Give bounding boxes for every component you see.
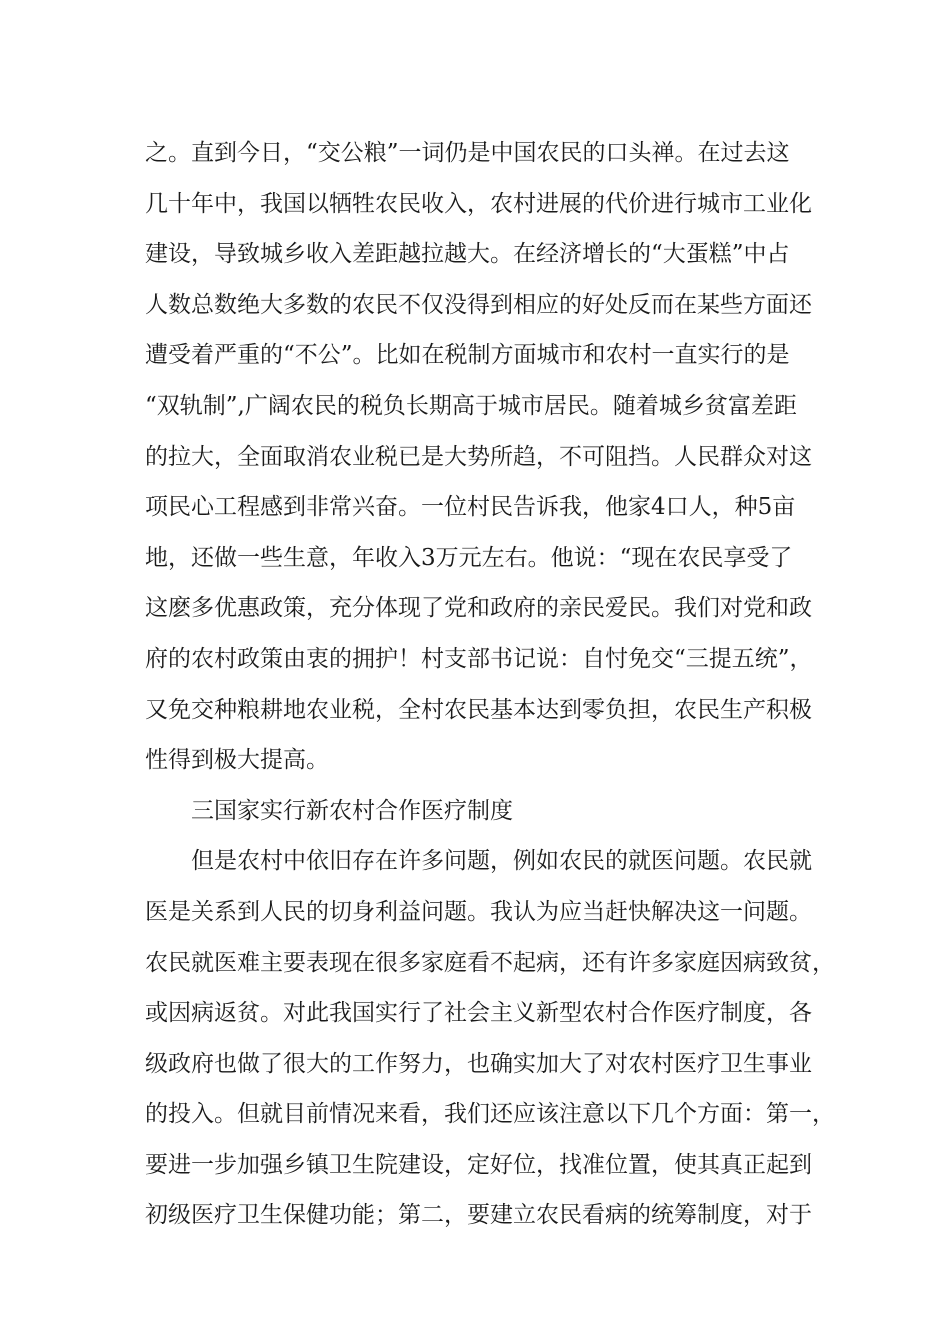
text-line: 要进一步加强乡镇卫生院建设，定好位，找准位置，使其真正起到	[145, 1151, 812, 1178]
text-line: “双轨制”,广阔农民的税负长期高于城市居民。随着城乡贫富差距	[145, 392, 797, 419]
text-line: 初级医疗卫生保健功能；第二，要建立农民看病的统筹制度，对于	[145, 1202, 812, 1229]
text-line: 府的农村政策由衷的拥护！村支部书记说：自忖免交“三提五统”，	[145, 645, 813, 672]
text-line: 农民就医难主要表现在很多家庭看不起病，还有许多家庭因病致贫，	[145, 949, 835, 976]
text-line: 又免交种粮耕地农业税，全村农民基本达到零负担，农民生产积极	[145, 696, 812, 723]
text-line: 遭受着严重的“不公”。比如在税制方面城市和农村一直实行的是	[145, 342, 790, 369]
text-line: 建设，导致城乡收入差距越拉越大。在经济增长的“大蛋糕”中占	[145, 241, 790, 268]
text-line: 项民心工程感到非常兴奋。一位村民告诉我，他家4口人，种5亩	[145, 494, 796, 521]
text-line: 之。直到今日，“交公粮”一词仍是中国农民的口头禅。在过去这	[145, 140, 790, 166]
text-line: 几十年中，我国以牺牲农民收入，农村进展的代价进行城市工业化	[145, 190, 812, 217]
document-body	[145, 128, 835, 1241]
text-line: 或因病返贫。对此我国实行了社会主义新型农村合作医疗制度，各	[145, 1000, 812, 1027]
text-line: 医是关系到人民的切身利益问题。我认为应当赶快解决这一问题。	[145, 898, 812, 925]
paragraph-2	[145, 836, 835, 1241]
text-line: 的投入。但就目前情况来看，我们还应该注意以下几个方面：第一，	[145, 1101, 835, 1128]
paragraph-1	[145, 128, 835, 786]
text-line: 的拉大，全面取消农业税已是大势所趋，不可阻挡。人民群众对这	[145, 443, 812, 470]
section-heading: 三国家实行新农村合作医疗制度	[191, 797, 513, 824]
text-line: 但是农村中依旧存在许多问题，例如农民的就医问题。农民就	[191, 848, 812, 875]
text-line: 地，还做一些生意，年收入3万元左右。他说：“现在农民享受了	[145, 544, 793, 571]
text-line: 性得到极大提高。	[145, 747, 329, 774]
text-line: 人数总数绝大多数的农民不仅没得到相应的好处反而在某些方面还	[145, 291, 812, 318]
text-line: 级政府也做了很大的工作努力，也确实加大了对农村医疗卫生事业	[145, 1050, 812, 1077]
text-line: 这麽多优惠政策，充分体现了党和政府的亲民爱民。我们对党和政	[145, 595, 812, 622]
